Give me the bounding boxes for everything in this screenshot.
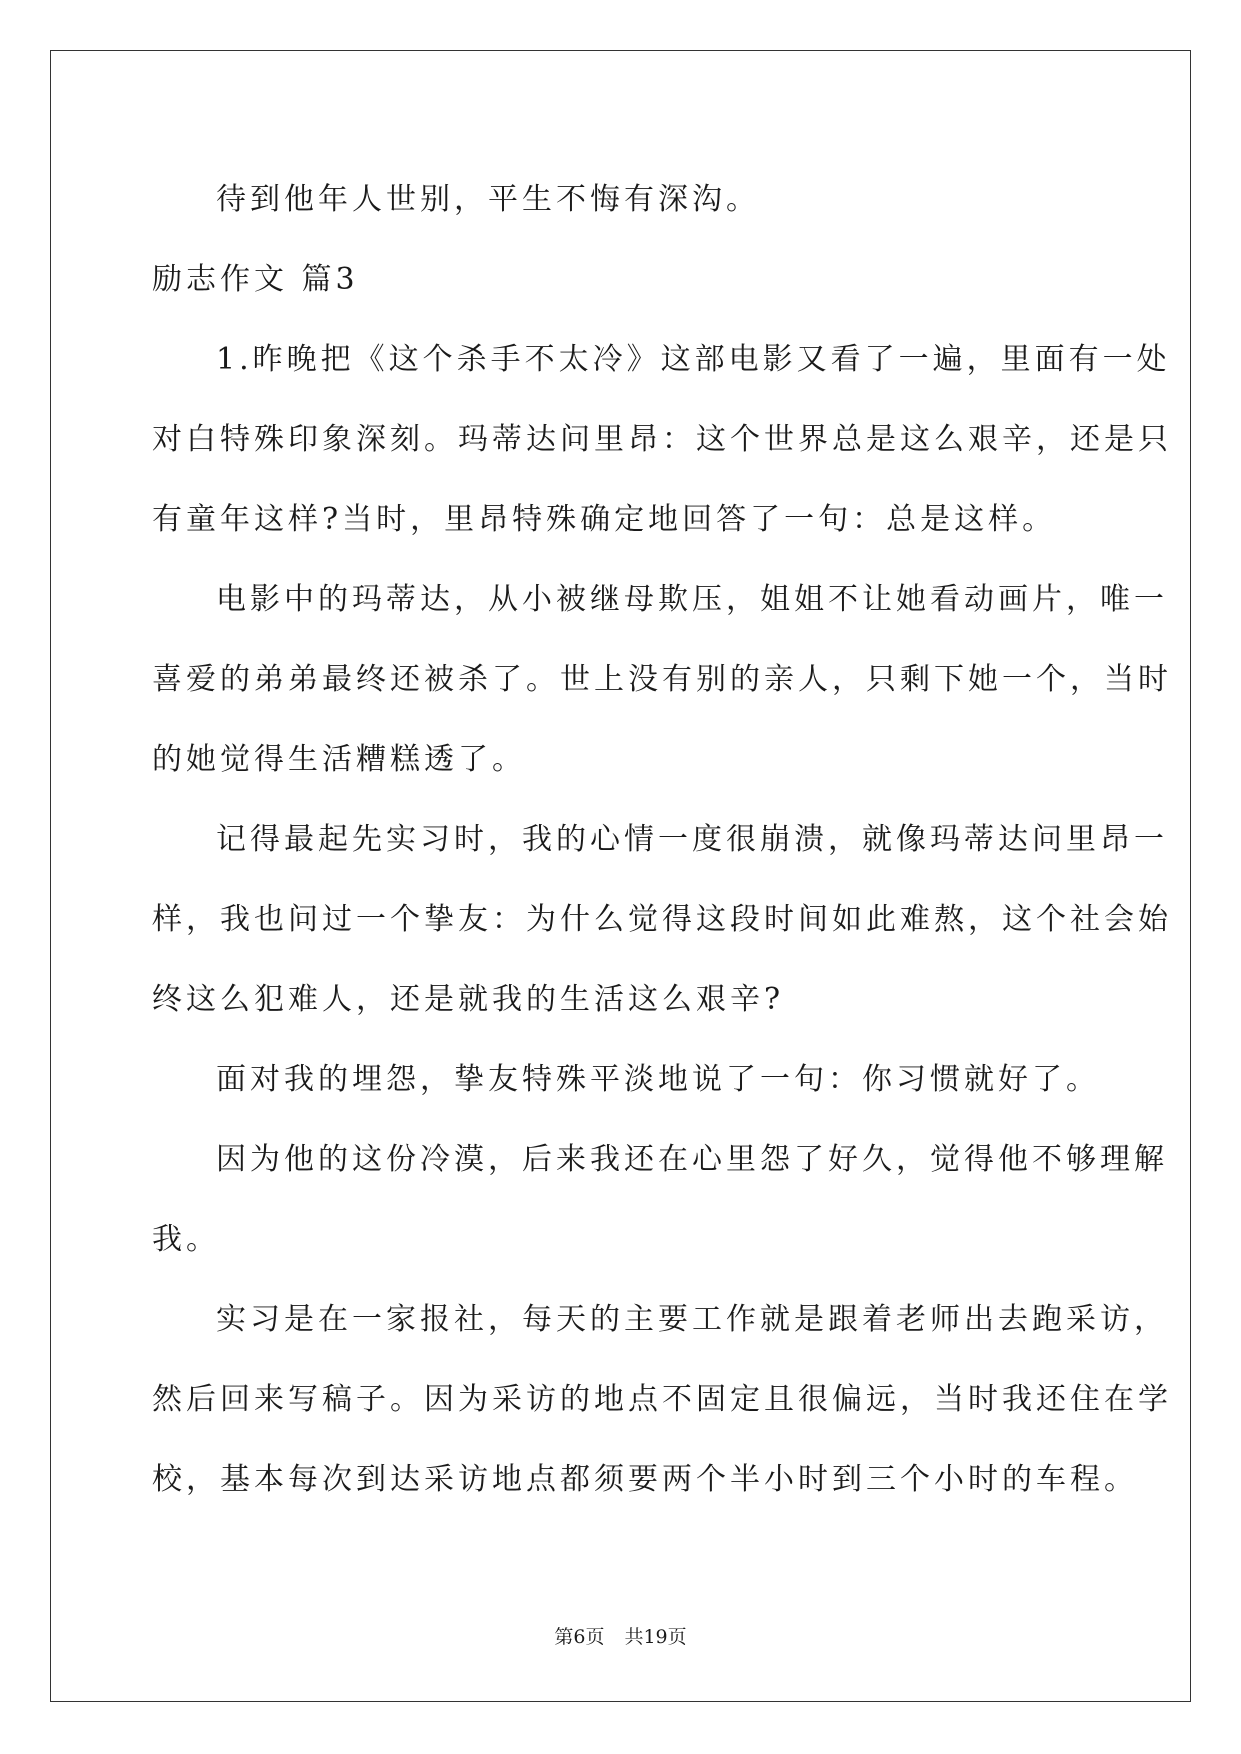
body-line: 对白特殊印象深刻。玛蒂达问里昂：这个世界总是这么艰辛，还是只 xyxy=(152,422,1172,457)
body-line: 实习是在一家报社，每天的主要工作就是跟着老师出去跑采访， xyxy=(216,1302,1168,1337)
body-line: 的她觉得生活糟糕透了。 xyxy=(152,742,526,777)
body-line: 有童年这样?当时，里昂特殊确定地回答了一句：总是这样。 xyxy=(152,502,1057,537)
body-line: 待到他年人世别，平生不悔有深沟。 xyxy=(216,182,760,217)
page-footer xyxy=(0,1624,1241,1650)
body-line: 然后回来写稿子。因为采访的地点不固定且很偏远，当时我还住在学 xyxy=(152,1382,1172,1417)
section-heading: 励志作文 篇3 xyxy=(152,262,359,297)
body-line: 记得最起先实习时，我的心情一度很崩溃，就像玛蒂达问里昂一 xyxy=(216,822,1168,857)
body-line: 1.昨晚把《这个杀手不太冷》这部电影又看了一遍，里面有一处 xyxy=(216,342,1171,377)
document-body xyxy=(152,160,1172,1520)
body-line: 电影中的玛蒂达，从小被继母欺压，姐姐不让她看动画片，唯一 xyxy=(216,582,1168,617)
body-line: 样，我也问过一个挚友：为什么觉得这段时间如此难熬，这个社会始 xyxy=(152,902,1172,937)
body-line: 我。 xyxy=(152,1222,220,1257)
body-line: 因为他的这份冷漠，后来我还在心里怨了好久，觉得他不够理解 xyxy=(216,1142,1168,1177)
body-line: 喜爱的弟弟最终还被杀了。世上没有别的亲人，只剩下她一个，当时 xyxy=(152,662,1172,697)
body-line: 校，基本每次到达采访地点都须要两个半小时到三个小时的车程。 xyxy=(152,1462,1138,1497)
page-total: 共19页 xyxy=(624,1626,687,1648)
body-line: 面对我的埋怨，挚友特殊平淡地说了一句：你习惯就好了。 xyxy=(216,1062,1100,1097)
body-line: 终这么犯难人，还是就我的生活这么艰辛? xyxy=(152,982,785,1017)
page-number: 第6页 xyxy=(554,1626,605,1648)
